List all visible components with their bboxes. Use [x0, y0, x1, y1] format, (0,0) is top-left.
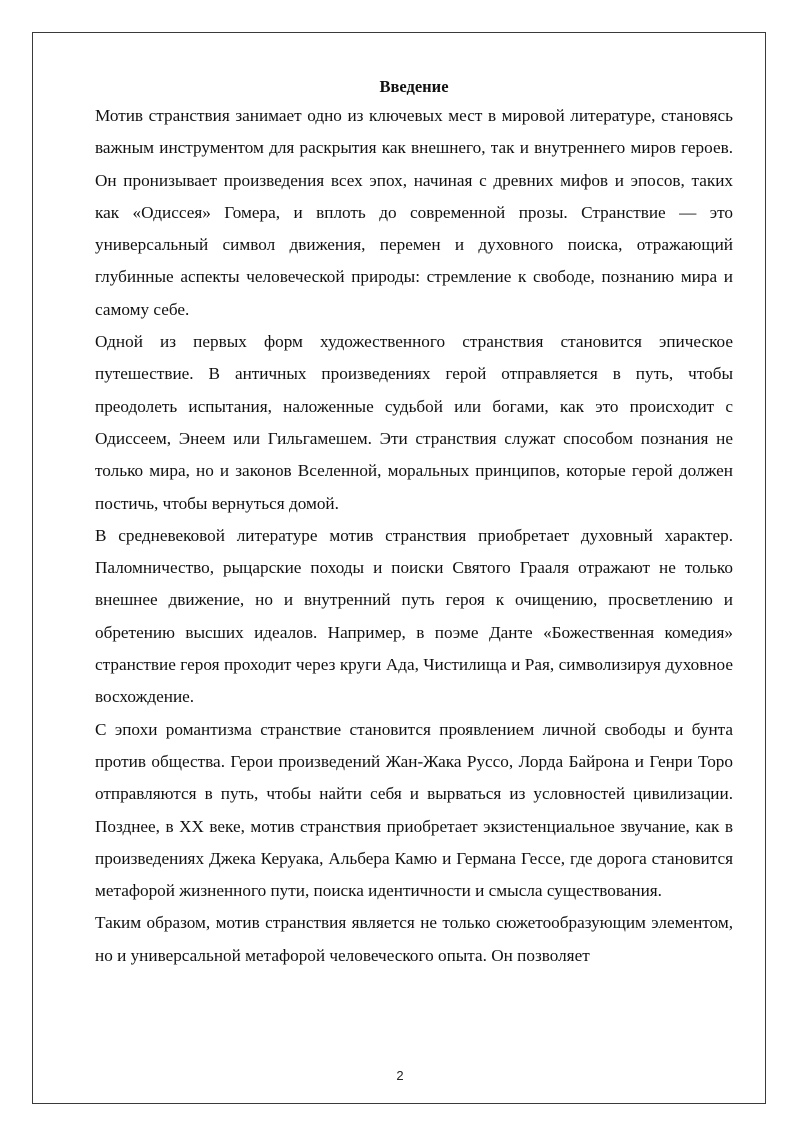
- document-body: [95, 76, 733, 972]
- page-number: 2: [396, 1068, 404, 1083]
- paragraph: Мотив странствия занимает одно из ключевых мест в мировой литературе, становясь важным инструментом для раскрытия как внешнего, так и внутреннего миров героев. Он пронизывает произведения всех эпох, начиная с древних мифов и эпосов, таких как «Одиссея» Гомера, и вплоть до современной прозы. Странствие — это универсальный символ движения, перемен и духовного поиска, отражающий глубинные аспекты человеческой природы: стремление к свободе, познанию мира и самому себе.: [95, 106, 733, 319]
- section-title: Введение: [379, 77, 449, 96]
- paragraph: В средневековой литературе мотив странствия приобретает духовный характер. Паломничество, рыцарские походы и поиски Святого Грааля отражают не только внешнее движение, но и внутренний путь героя к очищению, просветлению и обретению высших идеалов. Например, в поэме Данте «Божественная комедия» странствие героя проходит через круги Ада, Чистилища и Рая, символизируя духовное восхождение.: [95, 525, 733, 707]
- paragraph: С эпохи романтизма странствие становится проявлением личной свободы и бунта против общества. Герои произведений Жан-Жака Руссо, Лорда Байрона и Генри Торо отправляются в путь, чтобы найти себя и вырваться из условностей цивилизации. Позднее, в XX веке, мотив странствия приобретает экзистенциальное звучание, как в произведениях Джека Керуака, Альбера Камю и Германа Гессе, где дорога становится метафорой жизненного пути, поиска идентичности и смысла существования.: [95, 719, 733, 901]
- paragraph: Таким образом, мотив странствия является не только сюжетообразующим элементом, но и универсальной метафорой человеческого опыта. Он позволяет: [95, 913, 733, 965]
- paragraph: Одной из первых форм художественного странствия становится эпическое путешествие. В античных произведениях герой отправляется в путь, чтобы преодолеть испытания, наложенные судьбой или богами, как это происходит с Одиссеем, Энеем или Гильгамешем. Эти странствия служат способом познания не только мира, но и законов Вселенной, моральных принципов, которые герой должен постичь, чтобы вернуться домой.: [95, 332, 733, 513]
